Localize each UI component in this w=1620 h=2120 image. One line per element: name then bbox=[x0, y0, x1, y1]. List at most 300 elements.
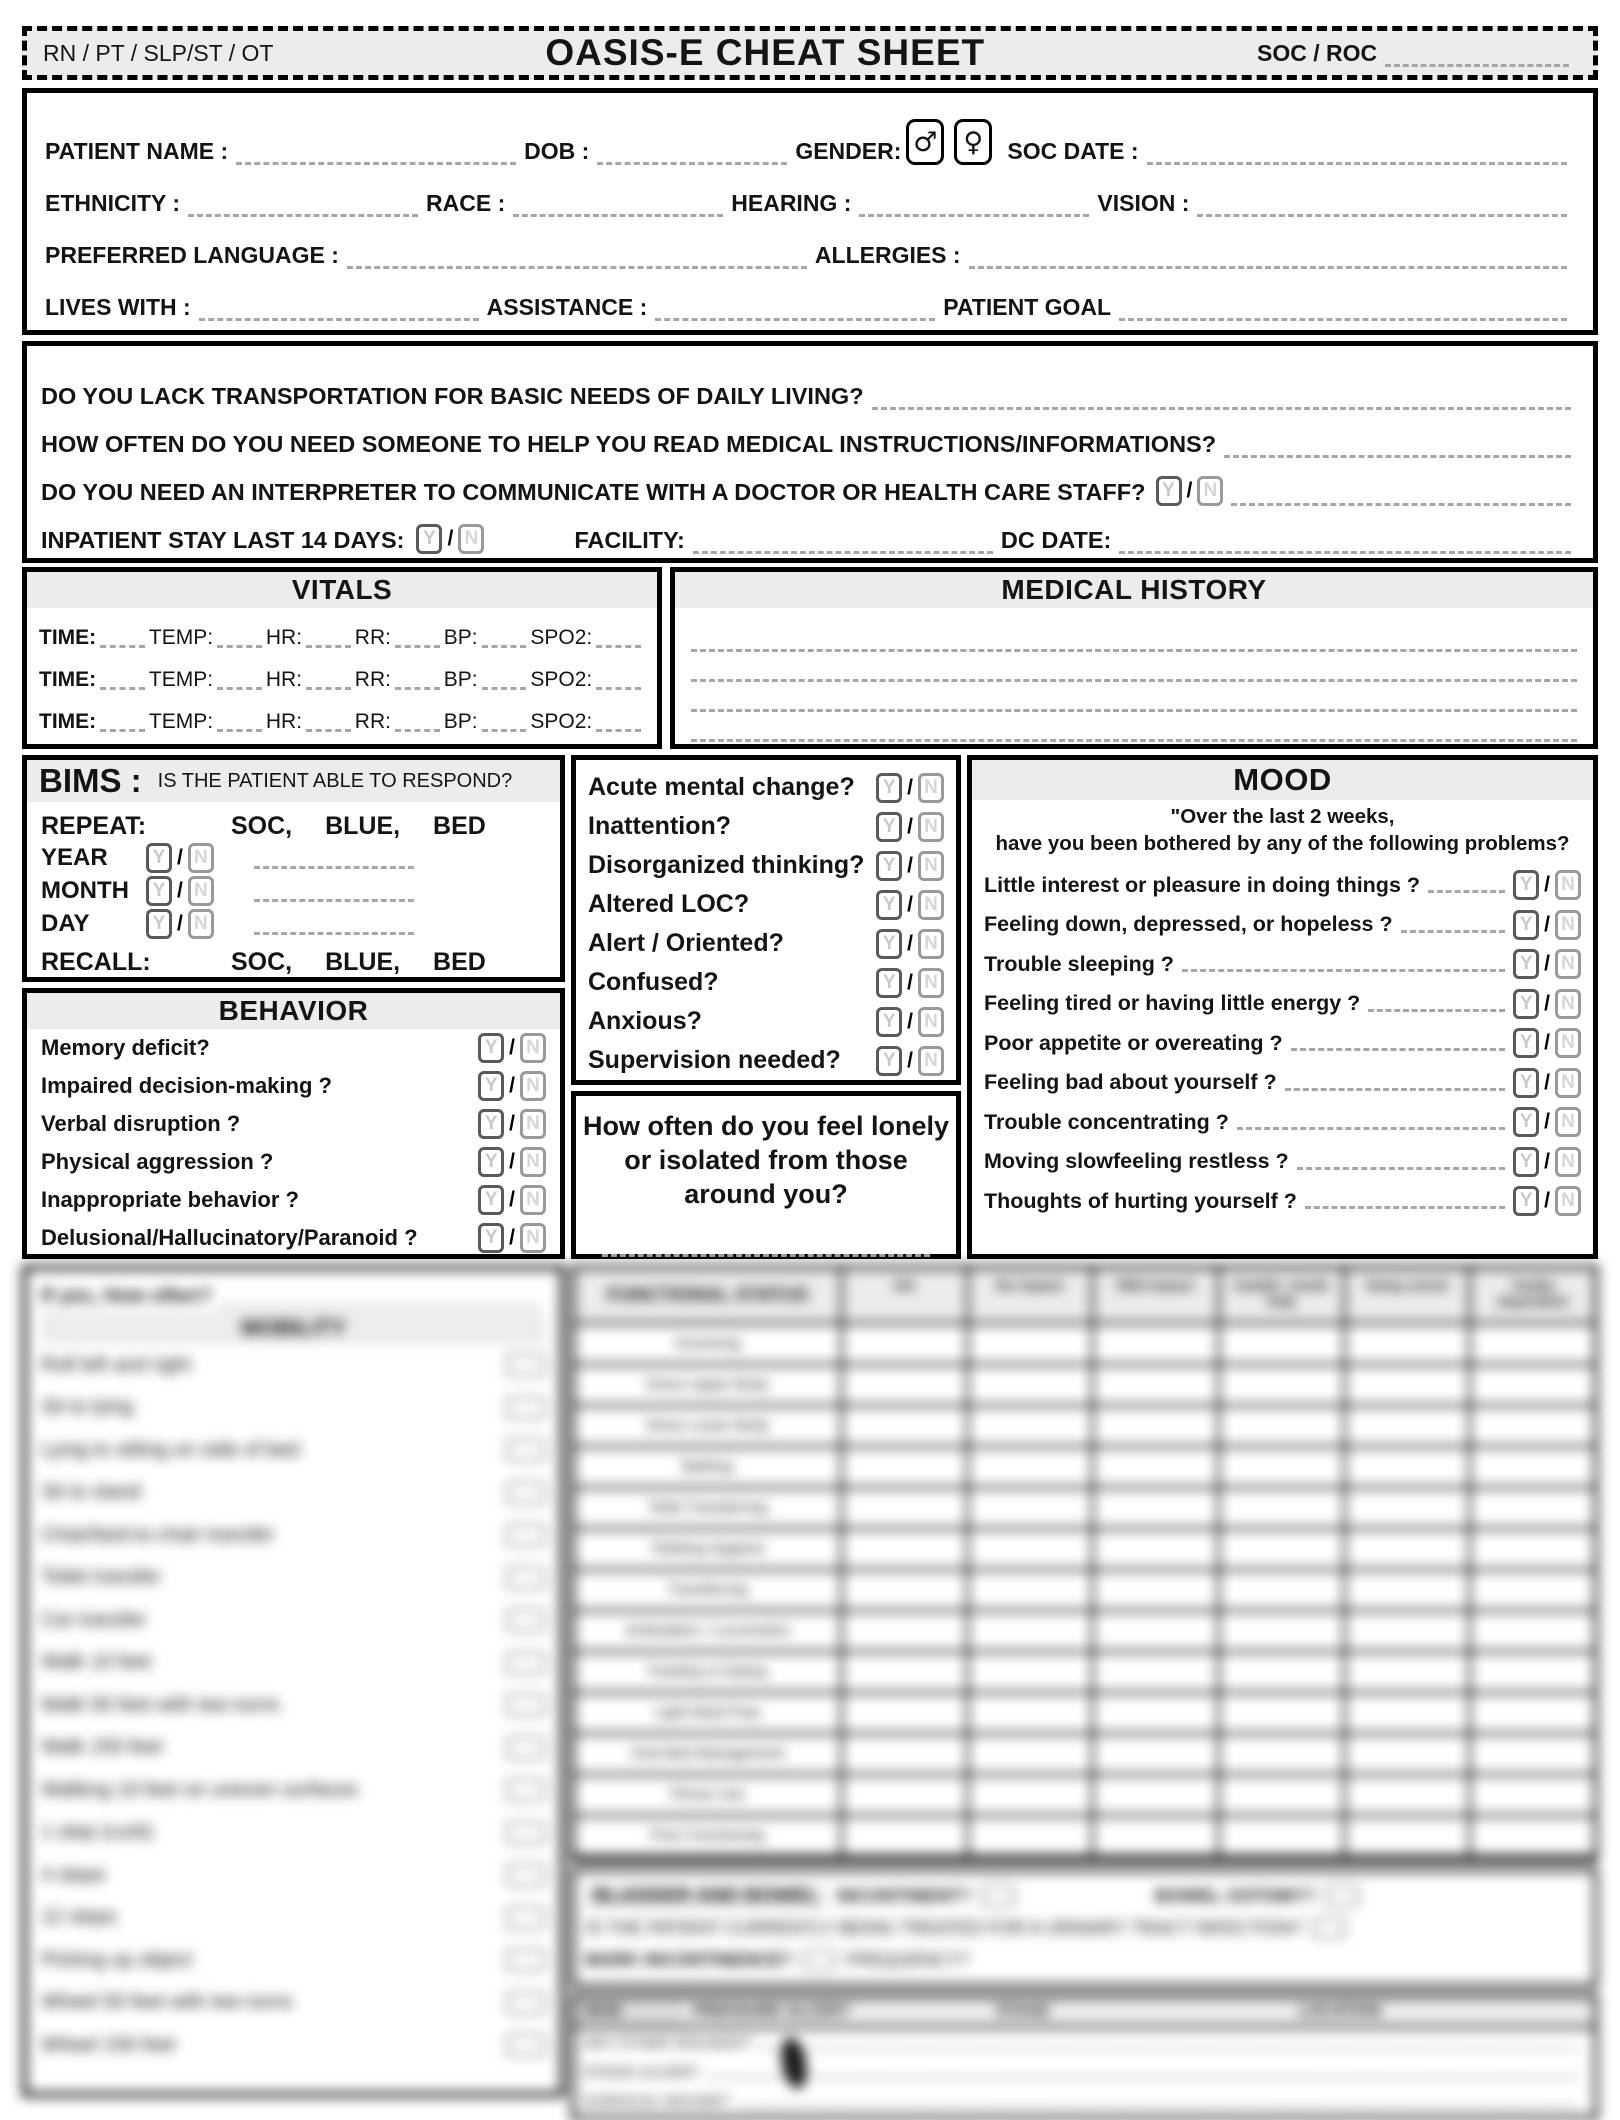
score-cell[interactable] bbox=[843, 1530, 969, 1571]
gg-col-header: GG bbox=[843, 1269, 969, 1325]
medical-history-line[interactable] bbox=[691, 622, 1577, 652]
middle-column bbox=[571, 755, 961, 1259]
no-checkbox[interactable]: N bbox=[1555, 1028, 1581, 1058]
mood-response-field[interactable] bbox=[1401, 917, 1506, 933]
score-cell[interactable] bbox=[969, 1366, 1095, 1407]
dob-field[interactable] bbox=[597, 143, 787, 165]
mobility-item-label: 1 step (curb) bbox=[41, 1821, 154, 1844]
score-cell[interactable] bbox=[1094, 1817, 1220, 1858]
mood-response-field[interactable] bbox=[1291, 1035, 1505, 1051]
score-cell[interactable] bbox=[969, 1735, 1095, 1776]
no-checkbox[interactable]: N bbox=[188, 843, 214, 873]
temp-field[interactable] bbox=[217, 718, 262, 732]
time-label: TIME: bbox=[39, 668, 97, 691]
delirium-row bbox=[588, 963, 944, 1002]
score-cell[interactable] bbox=[1094, 1448, 1220, 1489]
score-cell[interactable] bbox=[1471, 1325, 1594, 1366]
mood-yn bbox=[1513, 870, 1581, 900]
skin-col-header: PRESSURE ULCER? bbox=[693, 2003, 851, 2020]
score-cell[interactable] bbox=[1220, 1571, 1346, 1612]
no-checkbox[interactable]: N bbox=[520, 1185, 546, 1215]
behavior-item-label: Memory deficit? bbox=[41, 1035, 210, 1060]
no-checkbox[interactable]: N bbox=[188, 876, 214, 906]
yes-checkbox[interactable]: Y bbox=[146, 909, 172, 939]
score-cell[interactable] bbox=[1220, 1735, 1346, 1776]
score-cell[interactable] bbox=[969, 1694, 1095, 1735]
bp-field[interactable] bbox=[482, 634, 527, 648]
score-cell[interactable] bbox=[1346, 1694, 1472, 1735]
score-cell[interactable] bbox=[969, 1653, 1095, 1694]
hr-field[interactable] bbox=[306, 718, 351, 732]
no-checkbox[interactable]: N bbox=[918, 929, 944, 959]
score-cell[interactable] bbox=[1346, 1571, 1472, 1612]
score-cell[interactable] bbox=[843, 1817, 969, 1858]
behavior-followup-label: If yes, How often? bbox=[41, 1285, 213, 1307]
skin-row bbox=[575, 2087, 1594, 2116]
score-cell[interactable] bbox=[843, 1694, 969, 1735]
no-checkbox[interactable]: N bbox=[918, 1007, 944, 1037]
mobility-score-box[interactable] bbox=[506, 1992, 546, 2014]
no-checkbox[interactable]: N bbox=[1555, 910, 1581, 940]
race-field[interactable] bbox=[513, 195, 723, 217]
score-cell[interactable] bbox=[1220, 1817, 1346, 1858]
patient-goal-field[interactable] bbox=[1119, 299, 1567, 321]
mood-response-field[interactable] bbox=[1368, 996, 1505, 1012]
bp-field[interactable] bbox=[482, 676, 527, 690]
vitals-row-3 bbox=[27, 692, 657, 734]
score-cell[interactable] bbox=[843, 1448, 969, 1489]
uti-box[interactable] bbox=[1312, 1918, 1346, 1938]
score-cell[interactable] bbox=[1471, 1530, 1594, 1571]
score-cell[interactable] bbox=[1471, 1407, 1594, 1448]
temp-field[interactable] bbox=[217, 634, 262, 648]
mobility-row bbox=[41, 1982, 546, 2025]
no-checkbox[interactable]: N bbox=[918, 1046, 944, 1076]
race-label: RACE : bbox=[426, 190, 506, 216]
functional-activity-label: Grooming bbox=[575, 1325, 843, 1366]
mood-subtitle bbox=[972, 804, 1593, 857]
hearing-field[interactable] bbox=[859, 195, 1089, 217]
score-cell[interactable] bbox=[1346, 1776, 1472, 1817]
read-help-answer-field[interactable] bbox=[1224, 436, 1571, 458]
behavior-yn bbox=[478, 1147, 546, 1177]
score-cell[interactable] bbox=[1471, 1735, 1594, 1776]
score-cell[interactable] bbox=[1346, 1530, 1472, 1571]
score-cell[interactable] bbox=[1471, 1817, 1594, 1858]
yes-checkbox[interactable]: Y bbox=[478, 1109, 504, 1139]
yn-separator: / bbox=[509, 1074, 515, 1097]
no-checkbox[interactable]: N bbox=[918, 851, 944, 881]
behavior-list bbox=[27, 1029, 560, 1257]
yn-separator: / bbox=[907, 1009, 913, 1033]
yes-checkbox[interactable]: Y bbox=[1513, 870, 1539, 900]
behavior-yn bbox=[478, 1071, 546, 1101]
delirium-yn bbox=[876, 1046, 944, 1076]
score-cell[interactable] bbox=[1220, 1530, 1346, 1571]
mobility-score-box[interactable] bbox=[506, 1567, 546, 1589]
functional-activity-label: Feeding or Eating bbox=[575, 1653, 843, 1694]
score-cell[interactable] bbox=[1346, 1612, 1472, 1653]
yes-checkbox[interactable]: Y bbox=[876, 773, 902, 803]
yes-checkbox[interactable]: Y bbox=[478, 1147, 504, 1177]
assistance-field[interactable] bbox=[655, 299, 935, 321]
score-cell[interactable] bbox=[1220, 1407, 1346, 1448]
score-cell[interactable] bbox=[1471, 1776, 1594, 1817]
no-checkbox[interactable]: N bbox=[188, 909, 214, 939]
bowel-ostomy-box[interactable] bbox=[1325, 1886, 1359, 1906]
yn-separator: / bbox=[177, 878, 183, 902]
no-checkbox[interactable]: N bbox=[1555, 989, 1581, 1019]
preferred-language-field[interactable] bbox=[347, 247, 807, 269]
skin-item-field[interactable] bbox=[738, 2096, 1578, 2108]
score-cell[interactable] bbox=[1220, 1325, 1346, 1366]
score-cell[interactable] bbox=[843, 1612, 969, 1653]
rr-field[interactable] bbox=[395, 676, 440, 690]
blurred-region bbox=[22, 1265, 1598, 2110]
time-field[interactable] bbox=[100, 718, 145, 732]
score-cell[interactable] bbox=[1471, 1448, 1594, 1489]
score-cell[interactable] bbox=[1346, 1407, 1472, 1448]
yes-checkbox[interactable]: Y bbox=[478, 1185, 504, 1215]
yn-separator: / bbox=[907, 1048, 913, 1072]
score-cell[interactable] bbox=[1346, 1325, 1472, 1366]
mood-item-label: Little interest or pleasure in doing things ? bbox=[984, 872, 1421, 897]
female-gender-checkbox[interactable]: ♀ bbox=[954, 119, 992, 165]
no-checkbox[interactable]: N bbox=[458, 524, 484, 554]
score-cell[interactable] bbox=[1094, 1407, 1220, 1448]
time-label: TIME: bbox=[39, 626, 97, 649]
score-cell[interactable] bbox=[969, 1612, 1095, 1653]
soc-roc-group bbox=[1257, 40, 1577, 67]
score-cell[interactable] bbox=[1346, 1653, 1472, 1694]
score-cell[interactable] bbox=[1346, 1489, 1472, 1530]
yes-checkbox[interactable]: Y bbox=[876, 1046, 902, 1076]
score-cell[interactable] bbox=[843, 1776, 969, 1817]
mood-response-field[interactable] bbox=[1305, 1193, 1505, 1209]
score-cell[interactable] bbox=[1094, 1571, 1220, 1612]
mood-yn bbox=[1513, 1147, 1581, 1177]
vitals-row-2 bbox=[27, 650, 657, 692]
temp-field[interactable] bbox=[217, 676, 262, 690]
dc-date-field[interactable] bbox=[1119, 532, 1571, 554]
ethnicity-field[interactable] bbox=[188, 195, 418, 217]
spo2-field[interactable] bbox=[596, 676, 641, 690]
score-cell[interactable] bbox=[1094, 1366, 1220, 1407]
score-cell[interactable] bbox=[1220, 1612, 1346, 1653]
delirium-yn bbox=[876, 890, 944, 920]
mobility-score-box[interactable] bbox=[506, 1439, 546, 1461]
delirium-item-label: Alert / Oriented? bbox=[588, 929, 784, 957]
score-cell[interactable] bbox=[969, 1407, 1095, 1448]
soc-roc-field[interactable] bbox=[1385, 45, 1569, 67]
no-checkbox[interactable]: N bbox=[918, 812, 944, 842]
score-cell[interactable] bbox=[1346, 1366, 1472, 1407]
mobility-score-box[interactable] bbox=[506, 1949, 546, 1971]
score-cell[interactable] bbox=[1220, 1366, 1346, 1407]
bp-field[interactable] bbox=[482, 718, 527, 732]
mobility-score-box[interactable] bbox=[506, 1864, 546, 1886]
yes-checkbox[interactable]: Y bbox=[1513, 1186, 1539, 1216]
score-cell[interactable] bbox=[843, 1325, 969, 1366]
bims-date-field[interactable] bbox=[254, 880, 414, 902]
score-cell[interactable] bbox=[1471, 1571, 1594, 1612]
score-cell[interactable] bbox=[1471, 1489, 1594, 1530]
mobility-score-box[interactable] bbox=[506, 1737, 546, 1759]
mood-response-field[interactable] bbox=[1428, 877, 1505, 893]
mobility-row bbox=[41, 1769, 546, 1812]
bims-date-field[interactable] bbox=[254, 847, 414, 869]
time-field[interactable] bbox=[100, 634, 145, 648]
score-cell[interactable] bbox=[969, 1776, 1095, 1817]
mobility-score-box[interactable] bbox=[506, 1822, 546, 1844]
uti-question-label: IS THE PATIENT CURRENTLY BEING TREATED FOR A URINARY TRACT INFECTION? bbox=[585, 1917, 1303, 1938]
facility-field[interactable] bbox=[693, 532, 993, 554]
mobility-score-box[interactable] bbox=[506, 1652, 546, 1674]
patient-info-section bbox=[22, 88, 1598, 335]
score-cell[interactable] bbox=[843, 1489, 969, 1530]
score-cell[interactable] bbox=[1220, 1776, 1346, 1817]
score-cell[interactable] bbox=[969, 1571, 1095, 1612]
yes-checkbox[interactable]: Y bbox=[876, 851, 902, 881]
page-title: OASIS-E CHEAT SHEET bbox=[545, 32, 986, 73]
score-cell[interactable] bbox=[1094, 1325, 1220, 1366]
bims-date-field[interactable] bbox=[254, 913, 414, 935]
functional-status-row bbox=[575, 1776, 1594, 1817]
medical-history-line[interactable] bbox=[691, 652, 1577, 682]
mobility-score-box[interactable] bbox=[506, 1524, 546, 1546]
score-cell[interactable] bbox=[1094, 1776, 1220, 1817]
mobility-score-box[interactable] bbox=[506, 1609, 546, 1631]
mobility-score-box[interactable] bbox=[506, 2034, 546, 2056]
functional-status-row bbox=[575, 1325, 1594, 1366]
read-help-question-label: HOW OFTEN DO YOU NEED SOMEONE TO HELP YOU READ MEDICAL INSTRUCTIONS/INFORMATIONS? bbox=[41, 431, 1217, 457]
mood-yn bbox=[1513, 1068, 1581, 1098]
no-checkbox[interactable]: N bbox=[520, 1147, 546, 1177]
mobility-score-box[interactable] bbox=[506, 1779, 546, 1801]
score-cell[interactable] bbox=[1471, 1653, 1594, 1694]
no-checkbox[interactable]: N bbox=[520, 1071, 546, 1101]
bims-date-label: DAY bbox=[41, 909, 90, 937]
vision-label: VISION : bbox=[1097, 190, 1190, 216]
score-cell[interactable] bbox=[1346, 1448, 1472, 1489]
functional-status-row bbox=[575, 1571, 1594, 1612]
score-col-header: Setup assist bbox=[1346, 1269, 1472, 1325]
allergies-label: ALLERGIES : bbox=[814, 242, 961, 268]
lives-with-field[interactable] bbox=[199, 299, 479, 321]
medical-history-section bbox=[670, 567, 1598, 749]
mood-item-label: Feeling down, depressed, or hopeless ? bbox=[984, 912, 1393, 937]
spo2-field[interactable] bbox=[596, 634, 641, 648]
bladder-bowel-title: BLADDER AND BOWEL bbox=[585, 1884, 827, 1909]
incontinent-box[interactable] bbox=[981, 1886, 1015, 1906]
no-checkbox[interactable]: N bbox=[918, 968, 944, 998]
bims-date-label: YEAR bbox=[41, 843, 108, 871]
allergies-field[interactable] bbox=[969, 247, 1567, 269]
mobility-item-label: Toilet transfer bbox=[41, 1566, 162, 1589]
temp-label: TEMP: bbox=[148, 668, 214, 691]
ethnicity-label: ETHNICITY : bbox=[45, 190, 181, 216]
interpreter-answer-field[interactable] bbox=[1231, 484, 1571, 506]
interpreter-question-row bbox=[41, 458, 1579, 506]
yes-checkbox[interactable]: Y bbox=[876, 812, 902, 842]
mood-response-field[interactable] bbox=[1182, 956, 1505, 972]
yn-separator: / bbox=[1544, 1149, 1550, 1173]
functional-status-row bbox=[575, 1735, 1594, 1776]
no-checkbox[interactable]: N bbox=[918, 890, 944, 920]
rr-field[interactable] bbox=[395, 634, 440, 648]
score-cell[interactable] bbox=[1346, 1735, 1472, 1776]
yes-checkbox[interactable]: Y bbox=[1513, 910, 1539, 940]
functional-status-row bbox=[575, 1407, 1594, 1448]
mobility-row bbox=[41, 1897, 546, 1940]
behavior-followup-field[interactable] bbox=[220, 1286, 538, 1308]
mood-response-field[interactable] bbox=[1297, 1154, 1506, 1170]
rr-field[interactable] bbox=[395, 718, 440, 732]
score-cell[interactable] bbox=[1094, 1612, 1220, 1653]
score-cell[interactable] bbox=[969, 1530, 1095, 1571]
score-cell[interactable] bbox=[1346, 1817, 1472, 1858]
mobility-score-box[interactable] bbox=[506, 1907, 546, 1929]
hr-field[interactable] bbox=[306, 676, 351, 690]
time-field[interactable] bbox=[100, 676, 145, 690]
yes-checkbox[interactable]: Y bbox=[876, 890, 902, 920]
no-checkbox[interactable]: N bbox=[1555, 1068, 1581, 1098]
transportation-answer-field[interactable] bbox=[872, 388, 1571, 410]
no-checkbox[interactable]: N bbox=[1555, 1186, 1581, 1216]
yes-checkbox[interactable]: Y bbox=[1513, 1107, 1539, 1137]
temp-label: TEMP: bbox=[148, 710, 214, 733]
score-cell[interactable] bbox=[1094, 1735, 1220, 1776]
score-cell[interactable] bbox=[843, 1366, 969, 1407]
mobility-score-box[interactable] bbox=[506, 1694, 546, 1716]
yn-separator: / bbox=[509, 1112, 515, 1135]
mobility-item-label: Chair/bed-to-chair transfer bbox=[41, 1523, 275, 1546]
yes-checkbox[interactable]: Y bbox=[876, 968, 902, 998]
score-cell[interactable] bbox=[969, 1448, 1095, 1489]
bims-date-rows bbox=[27, 841, 560, 940]
functional-activity-label: Toilet Transferring bbox=[575, 1489, 843, 1530]
time-label: TIME: bbox=[39, 710, 97, 733]
yes-checkbox[interactable]: Y bbox=[478, 1223, 504, 1253]
mood-yn bbox=[1513, 1028, 1581, 1058]
yes-checkbox[interactable]: Y bbox=[876, 1007, 902, 1037]
no-checkbox[interactable]: N bbox=[918, 773, 944, 803]
yes-checkbox[interactable]: Y bbox=[1513, 1147, 1539, 1177]
mood-yn bbox=[1513, 989, 1581, 1019]
yes-checkbox[interactable]: Y bbox=[478, 1033, 504, 1063]
spo2-field[interactable] bbox=[596, 718, 641, 732]
mark-incontinence-box[interactable] bbox=[802, 1950, 836, 1970]
yes-checkbox[interactable]: Y bbox=[1156, 476, 1182, 506]
score-cell[interactable] bbox=[843, 1571, 969, 1612]
score-cell[interactable] bbox=[1220, 1448, 1346, 1489]
score-cell[interactable] bbox=[843, 1653, 969, 1694]
hr-label: HR: bbox=[265, 626, 303, 649]
score-cell[interactable] bbox=[1094, 1653, 1220, 1694]
male-gender-checkbox[interactable]: ♂ bbox=[906, 119, 944, 165]
mobility-item-label: Lying to sitting on side of bed bbox=[41, 1438, 300, 1461]
behavior-yn bbox=[478, 1109, 546, 1139]
yes-checkbox[interactable]: Y bbox=[416, 524, 442, 554]
mood-row bbox=[972, 984, 1593, 1024]
yes-checkbox[interactable]: Y bbox=[146, 843, 172, 873]
mood-yn bbox=[1513, 1107, 1581, 1137]
mood-response-field[interactable] bbox=[1285, 1075, 1505, 1091]
yes-checkbox[interactable]: Y bbox=[1513, 1028, 1539, 1058]
functional-status-row bbox=[575, 1694, 1594, 1735]
functional-status-row bbox=[575, 1817, 1594, 1858]
mobility-item-label: Picking up object bbox=[41, 1948, 193, 1971]
score-cell[interactable] bbox=[1471, 1366, 1594, 1407]
score-cell[interactable] bbox=[1471, 1612, 1594, 1653]
score-cell[interactable] bbox=[969, 1489, 1095, 1530]
no-checkbox[interactable]: N bbox=[520, 1033, 546, 1063]
patient-name-field[interactable] bbox=[236, 143, 516, 165]
no-checkbox[interactable]: N bbox=[520, 1109, 546, 1139]
score-cell[interactable] bbox=[1220, 1694, 1346, 1735]
yn-separator: / bbox=[907, 775, 913, 799]
score-cell[interactable] bbox=[1220, 1653, 1346, 1694]
score-cell[interactable] bbox=[1094, 1694, 1220, 1735]
mobility-score-box[interactable] bbox=[506, 1354, 546, 1376]
facility-label: FACILITY: bbox=[574, 527, 685, 553]
score-cell[interactable] bbox=[1471, 1694, 1594, 1735]
score-cell[interactable] bbox=[969, 1817, 1095, 1858]
skin-item-field[interactable] bbox=[759, 2038, 1578, 2050]
no-checkbox[interactable]: N bbox=[1197, 476, 1223, 506]
mark-incontinence-label: MARK INCONTINENCE? bbox=[585, 1949, 792, 1970]
no-checkbox[interactable]: N bbox=[1555, 1147, 1581, 1177]
bims-date-row bbox=[27, 841, 560, 874]
yes-checkbox[interactable]: Y bbox=[146, 876, 172, 906]
score-cell[interactable] bbox=[1094, 1489, 1220, 1530]
score-cell[interactable] bbox=[1094, 1530, 1220, 1571]
medical-history-line[interactable] bbox=[691, 712, 1577, 742]
vision-field[interactable] bbox=[1197, 195, 1567, 217]
yn-separator: / bbox=[907, 892, 913, 916]
mobility-score-box[interactable] bbox=[506, 1397, 546, 1419]
functional-activity-label: Light Meal Prep bbox=[575, 1694, 843, 1735]
yes-checkbox[interactable]: Y bbox=[876, 929, 902, 959]
score-cell[interactable] bbox=[969, 1325, 1095, 1366]
yes-checkbox[interactable]: Y bbox=[478, 1071, 504, 1101]
yes-checkbox[interactable]: Y bbox=[1513, 989, 1539, 1019]
score-cell[interactable] bbox=[1220, 1489, 1346, 1530]
bladder-bowel-section bbox=[571, 1868, 1598, 1988]
no-checkbox[interactable]: N bbox=[1555, 1107, 1581, 1137]
medical-history-line[interactable] bbox=[691, 682, 1577, 712]
mobility-row bbox=[41, 1514, 546, 1557]
mobility-row bbox=[41, 1429, 546, 1472]
skin-item-field[interactable] bbox=[707, 2067, 1578, 2079]
no-checkbox[interactable]: N bbox=[520, 1223, 546, 1253]
bims-date-row bbox=[27, 874, 560, 907]
score-cell[interactable] bbox=[843, 1735, 969, 1776]
loneliness-answer-line[interactable] bbox=[602, 1235, 930, 1257]
yes-checkbox[interactable]: Y bbox=[1513, 949, 1539, 979]
mood-response-field[interactable] bbox=[1237, 1114, 1505, 1130]
mood-row bbox=[972, 865, 1593, 905]
yes-checkbox[interactable]: Y bbox=[1513, 1068, 1539, 1098]
score-cell[interactable] bbox=[843, 1407, 969, 1448]
no-checkbox[interactable]: N bbox=[1555, 870, 1581, 900]
delirium-row bbox=[588, 846, 944, 885]
mobility-score-box[interactable] bbox=[506, 1482, 546, 1504]
soc-date-field[interactable] bbox=[1147, 143, 1567, 165]
hr-field[interactable] bbox=[306, 634, 351, 648]
bims-date-yn bbox=[146, 909, 214, 939]
no-checkbox[interactable]: N bbox=[1555, 949, 1581, 979]
